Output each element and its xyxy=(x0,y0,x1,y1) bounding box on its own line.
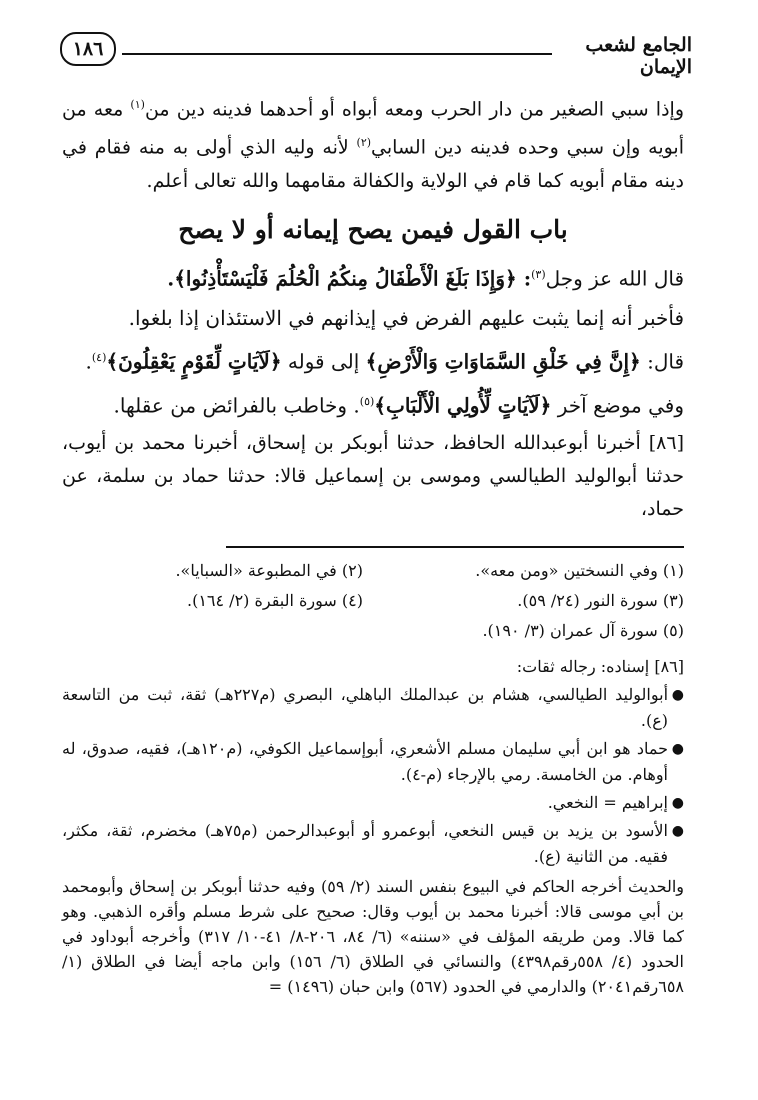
takhrij-paragraph: والحديث أخرجه الحاكم في البيوع بنفس السند (٢/ ٥٩) وفيه حدثنا أبوبكر بن إسحاق وأبومحمد بن أبي موسى قالا: أخبرنا محمد بن أيوب وقال: صحيح على شرط مسلم وأقره الذهبي. وهو كما قالا. ومن طريقه المؤلف في «سننه» (٦/ ٨٤، ٢٠٦-٨/ ٤١-١٠/ ٣١٧) وأخرجه أبوداود في الحدود (٤/ ٥٥٨رقم٤٣٩٨) والنسائي في الطلاق (٦/ ١٥٦) وابن ماجه أيضا في الطلاق (١/ ٦٥٨رقم٢٠٤١) والدارمي في الحدود (٥٦٧) وابن حبان (١٤٩٦) = xyxy=(62,877,684,996)
footnote-ref: (٥) xyxy=(359,394,375,408)
footnote-5: (٥) سورة آل عمران (٣/ ١٩٠). xyxy=(482,621,684,640)
footnote-1: (١) وفي النسختين «ومن معه». xyxy=(475,561,684,580)
narrator-bullet: ● إبراهيم = النخعي. xyxy=(62,790,684,816)
quran-verse: ﴿لَآيَاتٍ لِّأُولِي الْأَلْبَابِ﴾ xyxy=(374,393,552,418)
hadith-isnad: [٨٦] أخبرنا أبوعبدالله الحافظ، حدثنا أبوبكر بن إسحاق، أخبرنا محمد بن أيوب، حدثنا أبوالوليد الطيالسي وموسى بن إسماعيل قالا: حدثنا حماد بن سلمة، عن حماد، xyxy=(62,431,684,520)
verse-line-1: قال الله عز وجل$^{(٣)}$: ﴿وَإِذَا بَلَغَ الْأَطْفَالُ مِنكُمُ الْحُلُمَ فَلْيَسْتَأْذِنُوا﴾. xyxy=(167,266,684,291)
footnote-3: (٣) سورة النور (٢٤/ ٥٩). xyxy=(517,591,684,610)
book-title: الجامع لشعب الإيمان xyxy=(585,34,692,78)
footnotes xyxy=(62,556,684,646)
footnote-ref: (٣) xyxy=(531,267,546,281)
analysis-header: [٨٦] إسناده: رجاله ثقات: xyxy=(516,657,684,676)
footnote-separator xyxy=(226,546,684,548)
bullet-icon: ● xyxy=(671,795,684,811)
page-header xyxy=(60,32,692,76)
footnote-ref: (٤) xyxy=(91,351,107,365)
verse-line-2: قال: ﴿إِنَّ فِي خَلْقِ السَّمَاوَاتِ وَالْأَرْضِ﴾ إلى قوله ﴿لَآيَاتٍ لِّقَوْمٍ يَعْقِلُونَ﴾$^{(٤)}$. xyxy=(85,349,684,374)
bullet-icon: ● xyxy=(671,687,684,703)
page-number: ١٨٦ xyxy=(60,32,116,66)
paragraph-intro: وإذا سبي الصغير من دار الحرب ومعه أبواه أو أحدهما فدينه دين من$^{(١)}$ معه من أبويه وإن سبي وحده فدينه دين السابي$^{(٢)}$ لأنه وليه الذي أولى به منه فقام في دينه مقام أبويه كما قام في الولاية والكفالة مقامهما والله تعالى أعلم. xyxy=(62,98,685,192)
footnote-4: (٤) سورة البقرة (٢/ ١٦٤). xyxy=(186,591,363,610)
main-text xyxy=(62,88,684,526)
quran-verse: ﴿لَآيَاتٍ لِّقَوْمٍ يَعْقِلُونَ﴾ xyxy=(106,349,282,374)
verse-line-3: وفي موضع آخر ﴿لَآيَاتٍ لِّأُولِي الْأَلْبَابِ﴾$^{(٥)}$. وخاطب بالفرائض من عقلها. xyxy=(113,393,684,418)
narrator-bullet: ● الأسود بن يزيد بن قيس النخعي، أبوعمرو أو أبوعبدالرحمن (م٧٥هـ) مخضرم، ثقة، مكثر، فقيه. من الثانية (ع). xyxy=(62,818,684,870)
bullet-icon: ● xyxy=(671,823,684,839)
narrator-bullet: ● أبوالوليد الطيالسي، هشام بن عبدالملك الباهلي، البصري (م٢٢٧هـ) ثقة، ثبت من التاسعة (ع). xyxy=(62,682,684,734)
paragraph-explanation: فأخبر أنه إنما يثبت عليهم الفرض في إيذانهم في الاستئذان إذا بلغوا. xyxy=(128,306,684,331)
quran-verse: : ﴿وَإِذَا بَلَغَ الْأَطْفَالُ مِنكُمُ الْحُلُمَ فَلْيَسْتَأْذِنُوا﴾. xyxy=(167,266,532,291)
chapter-title: باب القول فيمن يصح إيمانه أو لا يصح xyxy=(178,214,568,244)
narrator-bullet: ● حماد هو ابن أبي سليمان مسلم الأشعري، أبوإسماعيل الكوفي، (م١٢٠هـ)، فقيه، صدوق، له أوهام. من الخامسة. رمي بالإرجاء (م-٤). xyxy=(62,736,684,788)
isnad-analysis xyxy=(62,654,684,999)
footnote-2: (٢) في المطبوعة «السبايا». xyxy=(175,561,363,580)
bullet-icon: ● xyxy=(671,741,684,757)
header-rule xyxy=(122,53,552,55)
quran-verse: ﴿إِنَّ فِي خَلْقِ السَّمَاوَاتِ وَالْأَرْضِ﴾ xyxy=(365,349,641,374)
footnote-ref: (٢) xyxy=(356,136,372,150)
footnote-ref: (١) xyxy=(130,98,145,111)
